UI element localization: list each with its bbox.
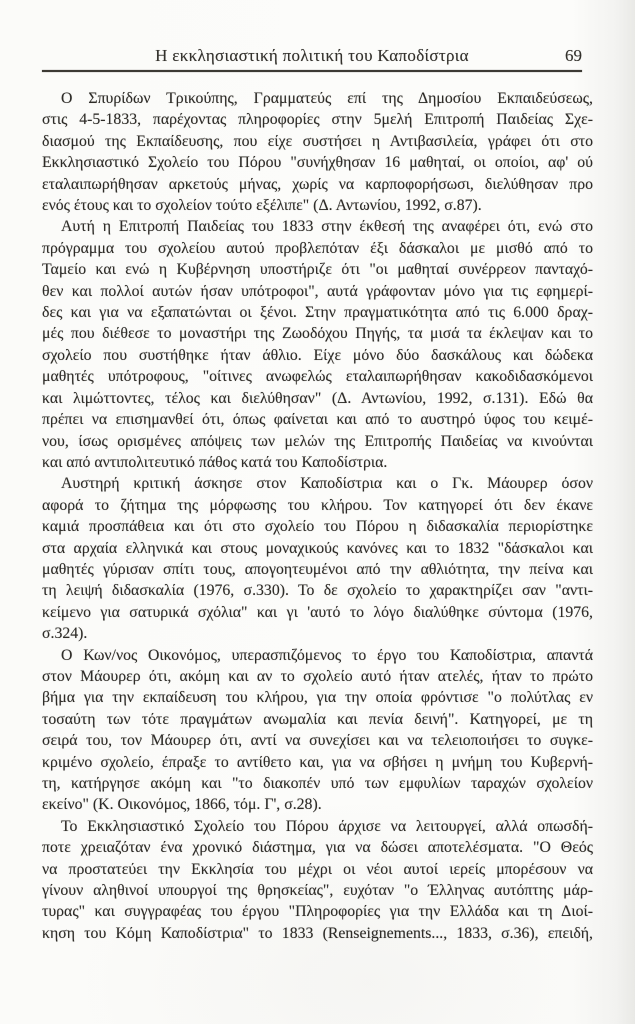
text-line: διασμού της Εκπαίδευσης, που είχε συστήσει η Αντιβασιλεία, γράφει ότι στο bbox=[42, 132, 593, 150]
text-line: σχολείο που συστήθηκε ήταν άθλιο. Είχε μόνο δύο δασκάλους και δώδεκα bbox=[42, 346, 593, 364]
text-line: μαθητές γύρισαν σπίτι τους, απογοητευμένοι από την αθλιότητα, την πείνα και bbox=[42, 560, 593, 578]
text-line: και από αντιπολιτευτικό πάθος κατά του Καποδίστρια. bbox=[42, 453, 388, 471]
text-line: Αυστηρή κριτική άσκησε στον Καποδίστρια και ο Γκ. Μάουρερ όσον bbox=[61, 475, 593, 493]
text-line: εκείνο" (Κ. Οικονόμος, 1866, τόμ. Γ', σ.28). bbox=[42, 796, 322, 814]
text-line: τυρας" και συγγραφέας του έργου "Πληροφορίες για την Ελλάδα και τη Διοί- bbox=[42, 903, 593, 921]
text-line: κείμενο για σατυρικά σχόλια" και γι 'αυτό το λόγο διαλύθηκε σύντομα (1976, bbox=[42, 603, 593, 621]
text-line: Ταμείο και ενώ η Κυβέρνηση υποστήριζε ότι "οι μαθηταί συνέρρεον πανταχό- bbox=[42, 261, 593, 279]
text-line: γίνουν αληθινοί υπουργοί της θρησκείας", ευχόταν "ο Έλληνας αυτόπτης μάρ- bbox=[42, 882, 593, 900]
text-line: να προστατεύει την Εκκλησία του μέχρι οι νέοι αυτοί ιερείς μπορέσουν να bbox=[42, 860, 593, 878]
text-line: Ο Σπυρίδων Τρικούπης, Γραμματεύς επί της Δημοσίου Εκπαιδεύσεως, bbox=[61, 90, 593, 107]
text-line: θεν και πολλοί αυτών ήσαν υπότροφοι", αυτά γράφονταν μόνο για τις εφημερί- bbox=[42, 282, 593, 300]
text-line: σ.324). bbox=[42, 625, 88, 643]
text-line: Ο Κων/νος Οικονόμος, υπερασπιζόμενος το έργο του Καποδίστρια, απαντά bbox=[61, 646, 593, 664]
text-line: πρόγραμμα του σχολείου αυτού προβλεπόταν έξι δάσκαλοι με μισθό από το bbox=[42, 239, 593, 257]
text-line: πρέπει να επισημανθεί ότι, όπως φαίνεται και από το αυστηρό ύφος του κειμέ- bbox=[42, 411, 593, 429]
page-number: 69 bbox=[565, 46, 582, 65]
text-line: Αυτή η Επιτροπή Παιδείας του 1833 στην έκθεσή της αναφέρει ότι, ενώ στο bbox=[61, 218, 593, 236]
text-line: Εκκλησιαστικό Σχολείο του Πόρου "συνήχθησαν 16 μαθηταί, οι οποίοι, αφ' ού bbox=[42, 154, 593, 172]
text-line: καμιά προσπάθεια και ότι στο σχολείο του Πόρου η διδασκαλία περιορίστηκε bbox=[42, 518, 593, 536]
text-line: αφορά το ζήτημα της μόρφωσης του κλήρου. Τον κατηγορεί ότι δεν έκανε bbox=[42, 496, 593, 514]
text-line: ποτε χρειαζόταν ένα χρονικό διάστημα, για να δώσει αποτελέσματα. "Ο Θεός bbox=[42, 839, 593, 857]
text-line: και λιμώττοντες, τέλος και διελύθησαν" (Δ. Αντωνίου, 1992, σ.131). Εδώ θα bbox=[42, 389, 593, 407]
header-rule bbox=[42, 70, 582, 72]
text-line: τοσαύτη των τότε πραγμάτων ανωμαλία και πενία δεινή". Κατηγορεί, με τη bbox=[42, 710, 593, 728]
text-line: δες και για να εξαπατώνται οι ξένοι. Στην πραγματικότητα από τις 6.000 δραχ- bbox=[42, 304, 593, 322]
text-line: εταλαιπωρήθησαν αρκετούς μήνας, χωρίς να καρποφορήσωσι, διελύθησαν προ bbox=[42, 175, 593, 193]
text-line: ενός έτους και το σχολείον τούτο εξέλιπε" (Δ. Αντωνίου, 1992, σ.87). bbox=[42, 197, 482, 215]
text-line: τη, κατήργησε ακόμη και "το διακοπέν υπό των εμφυλίων ταραχών σχολείον bbox=[42, 775, 593, 792]
text-line: μές που διέθεσε το μοναστήρι της Ζωοδόχου Πηγής, τα μισά τα έκλεψαν και το bbox=[42, 325, 593, 343]
text-line: στα αρχαία ελληνικά και στους μοναχικούς κανόνες και το 1832 "δάσκαλοι και bbox=[42, 539, 593, 557]
text-line: νου, ίσως ορισμένες απόψεις των μελών της Επιτροπής Παιδείας να κινούνται bbox=[42, 432, 593, 450]
text-line: βήμα για την εκπαίδευση του κλήρου, για την οποία φρόντισε "ο πολύτλας εν bbox=[42, 689, 593, 707]
text-line: στις 4-5-1833, παρέχοντας πληροφορίες στην 5μελή Επιτροπή Παιδείας Σχε- bbox=[42, 111, 593, 129]
running-head: Η εκκλησιαστική πολιτική του Καποδίστρια bbox=[155, 46, 469, 65]
text-line: κριμένο σχολείο, έπραξε το αντίθετο και, για να σβήσει η μνήμη του Κυβερνή- bbox=[42, 753, 593, 771]
text-line: στον Μάουρερ ότι, ακόμη και αν το σχολείο αυτό ήταν ατελές, ήταν το πρώτο bbox=[42, 667, 593, 685]
text-line: μαθητές υπότροφους, "οίτινες ανωφελώς εταλαιπωρήθησαν κακοδιδασκόμενοι bbox=[42, 368, 593, 386]
body-text bbox=[42, 88, 593, 944]
text-line: Το Εκκλησιαστικό Σχολείο του Πόρου άρχισε να λειτουργεί, αλλά οπωσδή- bbox=[61, 817, 593, 835]
text-line: κηση του Κόμη Καποδίστρια" το 1833 (Renseignements..., 1833, σ.36), επειδή, bbox=[42, 924, 593, 942]
text-line: σειρά του, τον Μάουρερ ότι, αντί να συνεχίσει και να τελειοποιήσει το συγκε- bbox=[42, 732, 593, 750]
text-line: τη λειψή διδασκαλία (1976, σ.330). Το δε σχολείο το χαρακτηρίζει σαν "αντι- bbox=[42, 582, 593, 600]
